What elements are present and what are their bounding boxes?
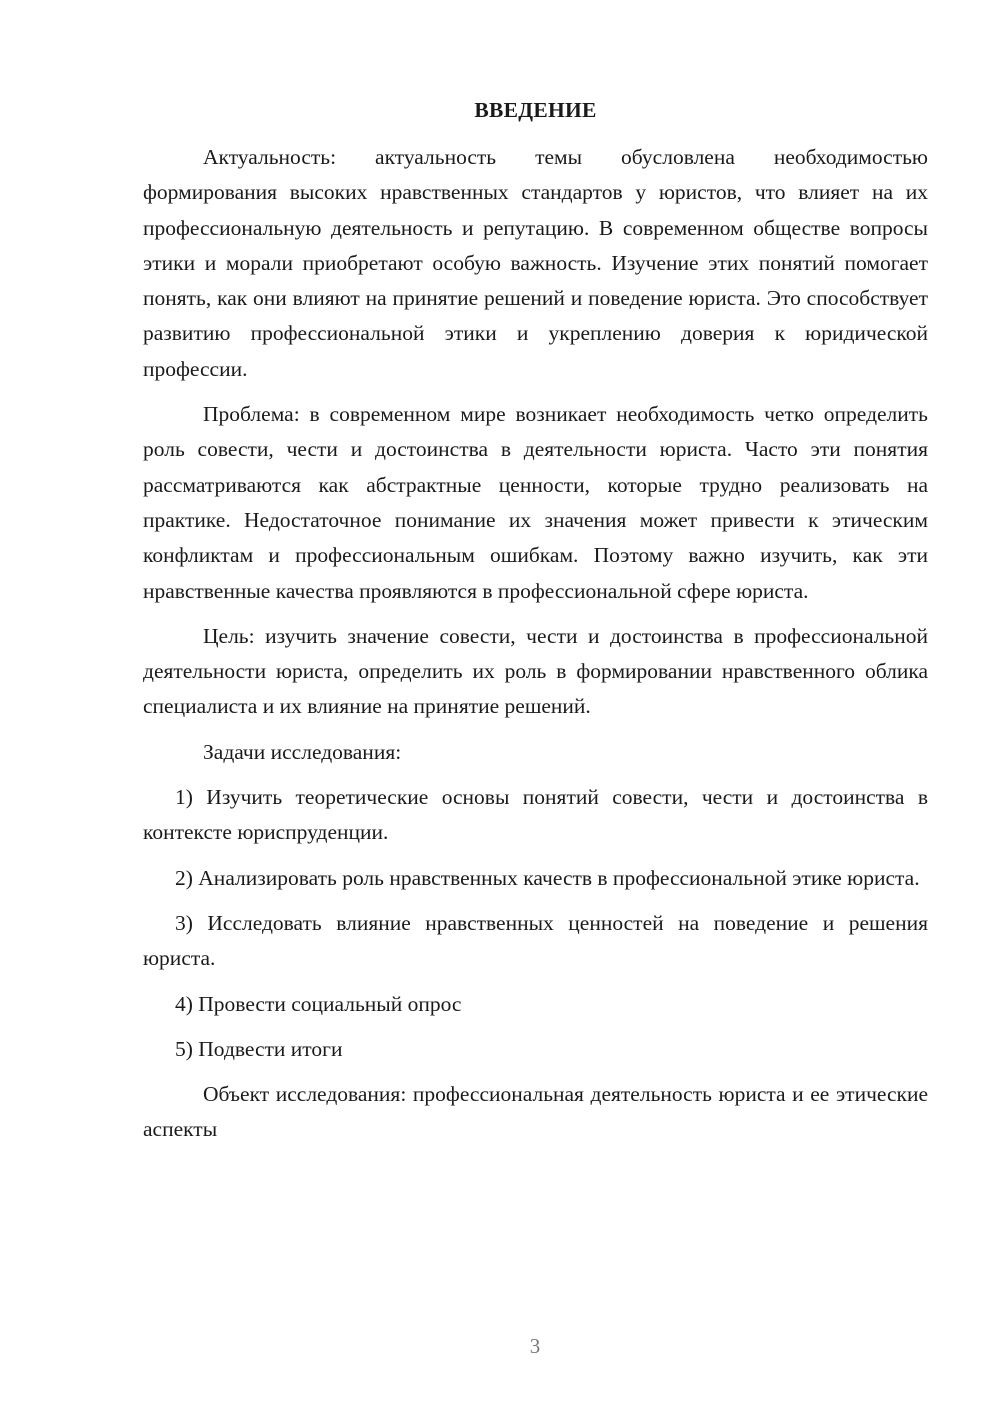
object-paragraph: Объект исследования: профессиональная деятельность юриста и ее этические аспекты	[143, 1082, 928, 1142]
problem-paragraph: Проблема: в современном мире возникает необходимость четко определить роль совести, чести и достоинства в деятельности юриста. Часто эти понятия рассматриваются как абстрактные ценности, которые трудно реализовать на практике. Недостаточное понимание их значения может привести к этическим конфликтам и профессиональным ошибкам. Поэтому важно изучить, как эти нравственные качества проявляются в профессиональной сфере юриста.	[143, 402, 928, 603]
goal-paragraph: Цель: изучить значение совести, чести и достоинства в профессиональной деятельности юриста, определить их роль в формировании нравственного облика специалиста и их влияние на принятие решений.	[143, 623, 928, 719]
task-item-2: 2) Анализировать роль нравственных качеств в профессиональной этике юриста.	[175, 865, 920, 890]
page-number: 3	[529, 1334, 541, 1358]
relevance-paragraph: Актуальность: актуальность темы обусловлена необходимостью формирования высоких нравственных стандартов у юристов, что влияет на их профессиональную деятельность и репутацию. В современном обществе вопросы этики и морали приобретают особую важность. Изучение этих понятий помогает понять, как они влияют на принятие решений и поведение юриста. Это способствует развитию профессиональной этики и укреплению доверия к юридической профессии.	[143, 145, 928, 381]
task-item-3: 3) Исследовать влияние нравственных ценностей на поведение и решения юриста.	[143, 910, 928, 971]
task-item-1: 1) Изучить теоретические основы понятий совести, чести и достоинства в контексте юриспруденции.	[143, 785, 928, 845]
task-item-5: 5) Подвести итоги	[175, 1036, 343, 1061]
document-page	[143, 92, 928, 1158]
section-heading: ВВЕДЕНИЕ	[474, 98, 597, 122]
task-item-4: 4) Провести социальный опрос	[175, 991, 462, 1016]
tasks-heading: Задачи исследования:	[203, 739, 402, 764]
